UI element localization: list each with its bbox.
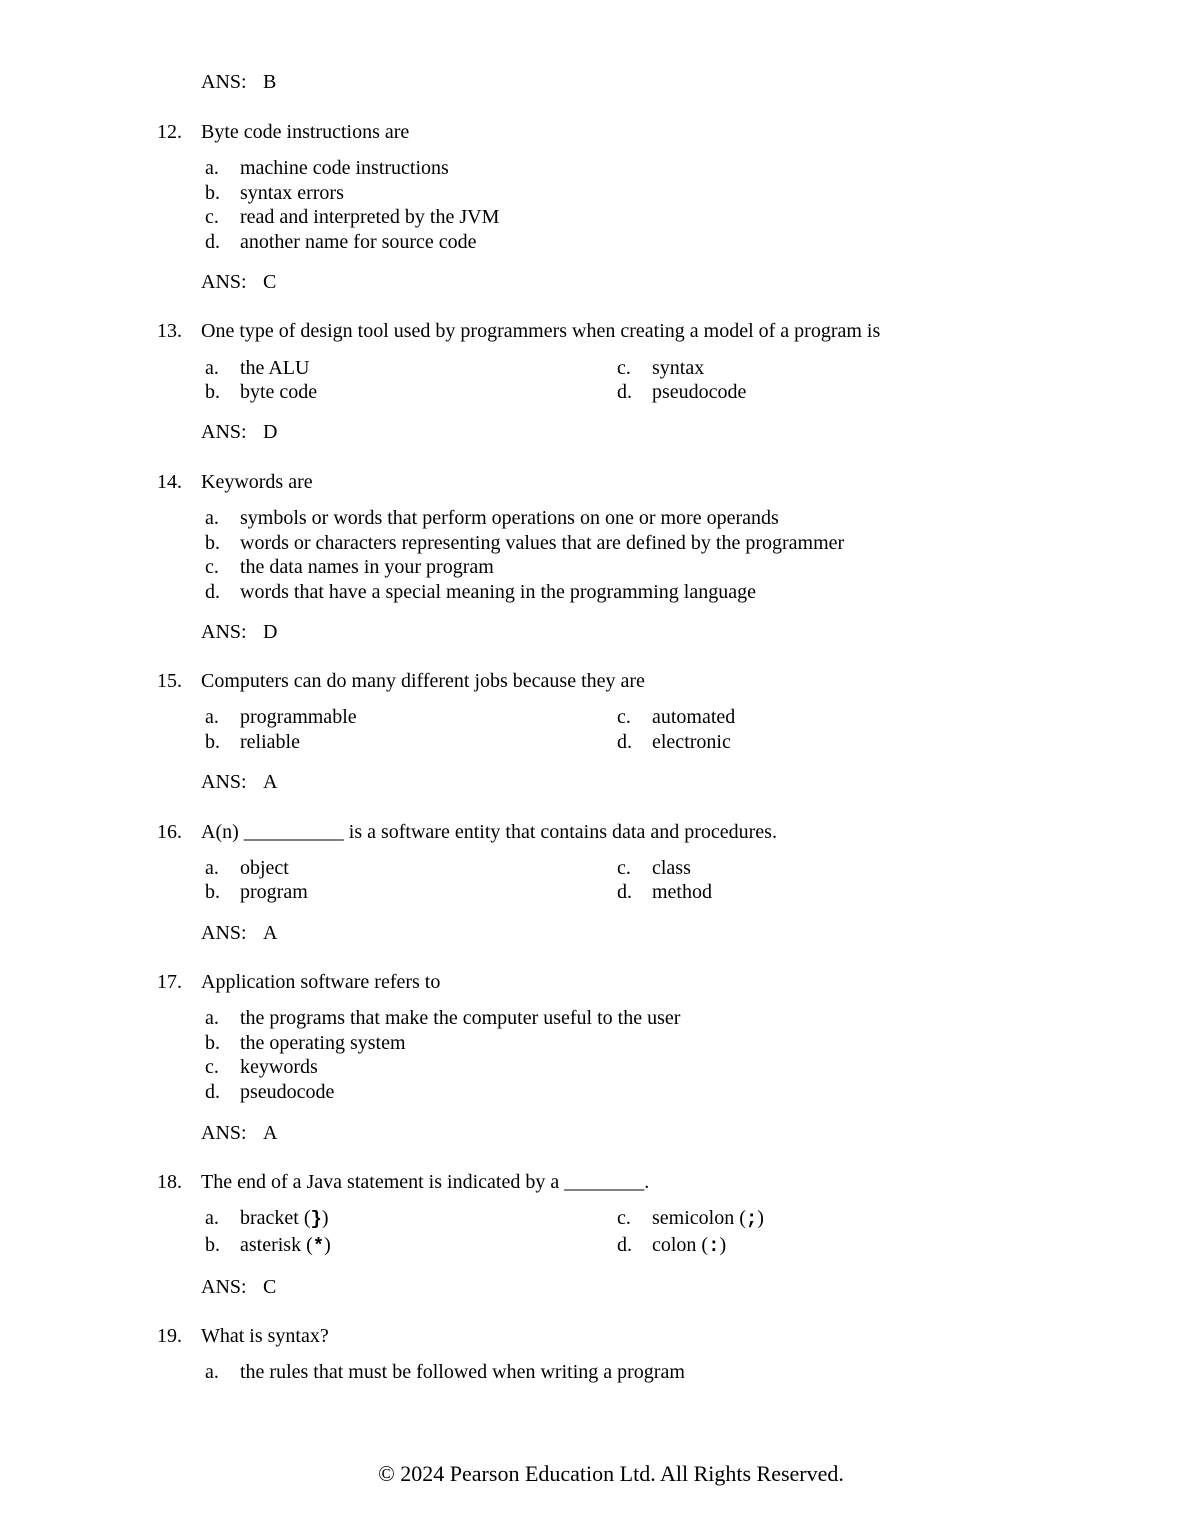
answer-value: B — [263, 71, 277, 93]
answer-line-q11 — [201, 70, 276, 94]
answer-label: ANS: — [201, 71, 247, 93]
code-symbol: } — [310, 1208, 322, 1230]
code-symbol: * — [312, 1235, 325, 1257]
code-symbol: ; — [745, 1208, 758, 1230]
answer-value: C — [263, 1276, 277, 1298]
question-text: A(n) __________ is a software entity that contains data and procedures. — [201, 821, 777, 843]
question-number: 15. — [157, 670, 182, 692]
question-text: The end of a Java statement is indicated by a ________. — [201, 1171, 650, 1193]
question-number: 13. — [157, 320, 182, 342]
answer-line: ANS: A — [201, 771, 278, 793]
answer-line: ANS: D — [201, 421, 278, 443]
question-text: What is syntax? — [201, 1325, 329, 1347]
answer-line: ANS: A — [201, 922, 278, 944]
copyright-footer: © 2024 Pearson Education Ltd. All Rights Reserved. — [378, 1461, 844, 1486]
document-page: ANS: B 12. Byte code instructions are a. machine code instructions b. syntax errors c. read and interpreted by the JVM d. another name for source code ANS: C 13. One type of design tool used by programmers when creating a model of a program is a. the ALU b. byte code c. syntax d. pseudocode ANS: D 14. Keywords are a. symbols or words that perform operations on one or more operands b. words or characters representing values that are defined by the programmer c. the data names in your program d. words that have a special meaning in the programming language ANS: D 15. Computers can do many different jobs because they are a. programmable b. reliable c. automated d. electronic ANS: A 16. A(n) __________ is a software entity that contains data and procedures. a. object b. program c. class d. method ANS: A 17. Application software refers to a. the programs that make the computer useful to the user b. the operating system c. keywords d. pseudocode ANS: A 18. The end of a Java statement is indicated by a ________. a. bracket (}) b. asterisk (*) c. semicolon (;) d. colon (:) ANS: C 19. What is syntax? a. the rules that must be followed when writing a program © 2024 Pearson Education Ltd. All Rights Reserved. — [0, 0, 1190, 1540]
answer-value: D — [263, 621, 278, 643]
answer-line: ANS: D — [201, 621, 278, 643]
question-text: Application software refers to — [201, 971, 441, 993]
question-text: Byte code instructions are — [201, 121, 410, 143]
question-text: Keywords are — [201, 471, 313, 493]
answer-line: ANS: A — [201, 1122, 278, 1144]
question-number: 12. — [157, 121, 182, 143]
question-number: 19. — [157, 1325, 182, 1347]
answer-value: A — [263, 771, 278, 793]
answer-value: D — [263, 421, 278, 443]
answer-value: A — [263, 1122, 278, 1144]
question-number: 14. — [157, 471, 182, 493]
answer-line: ANS: C — [201, 1276, 277, 1298]
question-number: 18. — [157, 1171, 182, 1193]
question-number: 16. — [157, 821, 182, 843]
question-number: 17. — [157, 971, 182, 993]
answer-line: ANS: C — [201, 271, 277, 293]
answer-value: C — [263, 271, 277, 293]
answer-value: A — [263, 922, 278, 944]
question-text: One type of design tool used by programmers when creating a model of a program is — [201, 320, 881, 342]
code-symbol: : — [708, 1235, 720, 1257]
question-text: Computers can do many different jobs because they are — [201, 670, 645, 692]
